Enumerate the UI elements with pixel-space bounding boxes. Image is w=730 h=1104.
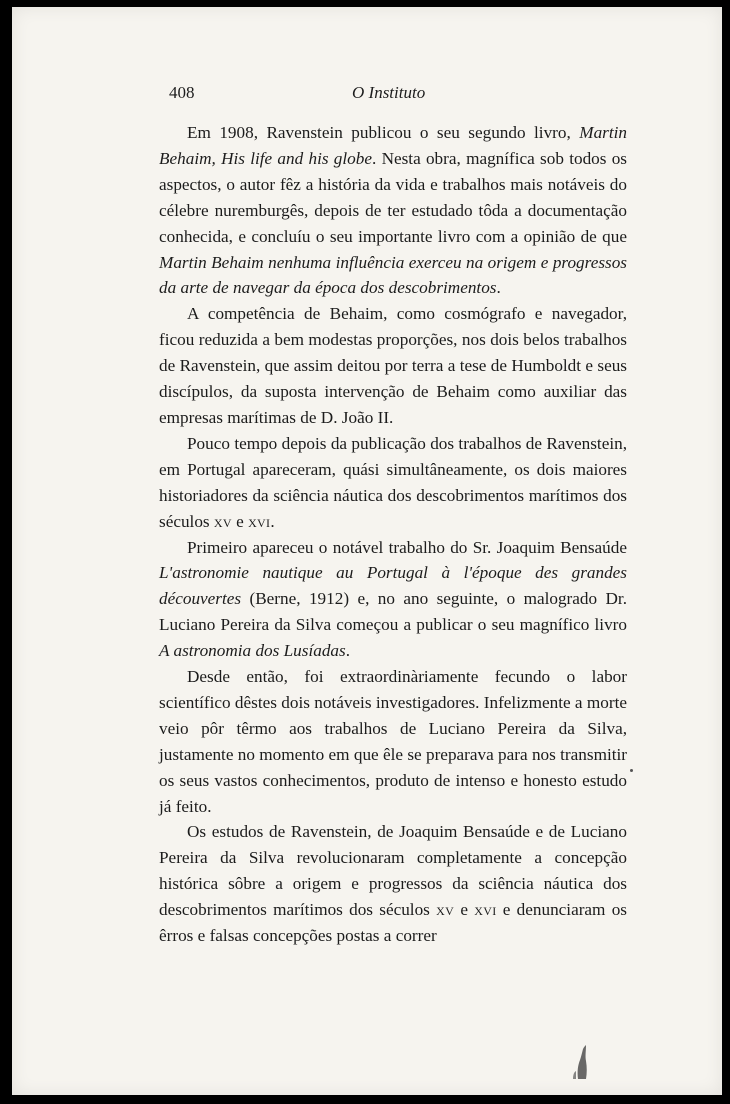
text-run: Desde então, foi extraordinàriamente fecundo o labor scientífico dêstes dois notáveis investigadores. Infelizmente a morte veio pôr têrmo aos trabalhos de Luciano Pereira da Silva, justamente no momento em que êle se preparava para nos transmitir os seus vastos conhecimentos, produto de intenso e honesto estudo já feito. (159, 667, 627, 816)
text-run: . (496, 278, 501, 298)
paragraph (159, 664, 627, 819)
paragraph (159, 819, 627, 949)
italic-title: A astronomia dos Lusíadas (159, 641, 346, 661)
text-run: e (231, 511, 249, 531)
text-run: . (270, 511, 275, 531)
ink-blot-mark (572, 1045, 592, 1079)
page-header (157, 79, 642, 103)
italic-title: Martin Behaim, His life and his globe (159, 123, 627, 168)
running-title: O Instituto (352, 83, 426, 102)
paragraph (159, 301, 627, 431)
century-numeral: xv (436, 900, 455, 920)
text-run: Pouco tempo depois da publicação dos trabalhos de Ravenstein, em Portugal apareceram, quási simultâneamente, os dois maiores historiadores da sciência náutica dos descobrimentos marítimos dos séculos (159, 433, 627, 531)
paragraph (159, 431, 627, 535)
text-run: Primeiro apareceu o notável trabalho do Sr. Joaquim Bensaúde (187, 537, 627, 557)
paragraph (159, 120, 627, 301)
paragraph (159, 535, 627, 665)
text-run: Os estudos de Ravenstein, de Joaquim Bensaúde e de Luciano Pereira da Silva revolucionaram completamente a concepção histórica sôbre a origem e progressos da sciência náutica dos descobrimentos marítimos dos séculos (159, 822, 627, 920)
century-numeral: xvi (474, 900, 497, 920)
ink-speck (630, 769, 633, 772)
italic-title: L'astronomie nautique au Portugal à l'époque des grandes découvertes (159, 563, 627, 609)
text-run: . (345, 641, 351, 661)
text-run: (Berne, 1912) e, no ano seguinte, o malogrado Dr. Luciano Pereira da Silva começou a publicar o seu magnífico livro (159, 589, 627, 635)
italic-title: Martin Behaim nenhuma influência exerceu na origem e progressos da arte de navegar da época dos descobrimentos (159, 252, 627, 298)
text-run: Em 1908, Ravenstein publicou o seu segundo livro, (187, 123, 580, 142)
scanned-page (12, 7, 722, 1095)
text-run: . Nesta obra, magnífica sob todos os aspectos, o autor fêz a história da vida e trabalhos mais notáveis do célebre nuremburgês, depois de ter estudado tôda a documentação conhecida, e concluíu o seu importante livro com a opinião de que (159, 148, 627, 246)
text-run: e (454, 900, 475, 920)
body-text (159, 120, 627, 949)
text-run: A competência de Behaim, como cosmógrafo e navegador, ficou reduzida a bem modestas proporções, nos dois belos trabalhos de Ravenstein, que assim deitou por terra a tese de Humboldt e seus discípulos, da suposta intervenção de Behaim como auxiliar das empresas marítimas de D. João II. (159, 304, 627, 427)
page-number: 408 (169, 83, 195, 102)
text-run: e denunciaram os êrros e falsas concepções postas a correr (159, 900, 627, 946)
century-numeral: xv (213, 511, 232, 531)
century-numeral: xvi (248, 511, 271, 531)
